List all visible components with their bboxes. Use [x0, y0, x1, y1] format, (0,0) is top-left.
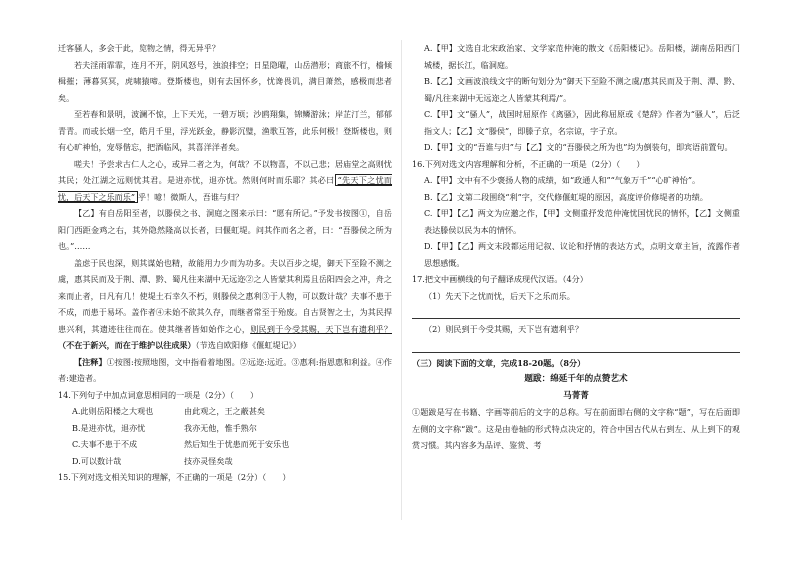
source-note: （节选自欧阳修《偃虹堤记》） — [195, 340, 301, 350]
underlined-sentence-1: “先天下之忧而忧，后天下之乐而乐” — [58, 175, 393, 202]
question-14: 14.下列句子中加点词意思相同的一项是（2分）（ ） — [58, 389, 259, 400]
q14-option-b — [58, 420, 392, 437]
q14-option-a-right: 由此观之，王之蔽甚矣 — [184, 406, 265, 416]
q14-option-d — [58, 453, 392, 470]
q15-option-b: B.【乙】文画波浪线文字的断句划分为“御天下至险不测之虞/惠其民而及于荆、潭、黔、蜀/凡往来湖中无远迩之人皆蒙其利焉/”。 — [424, 76, 740, 103]
bold-annotation: （不在于新兴，而在于维护以往成果） — [58, 340, 196, 350]
q14-option-d-right: 技亦灵怪矣哉 — [184, 455, 233, 466]
question-14-options — [58, 403, 392, 469]
question-17-2: （2）则民到于今受其赐，天下岂有遗利乎？ — [424, 324, 583, 334]
paragraph-4-text: 嗟夫！予尝求古仁人之心，或异二者之为，何哉？不以物喜，不以己悲；居庙堂之高则忧其民；处江湖之远则忧其君。是进亦忧，退亦忧。然则何时而乐耶？其必曰 — [58, 158, 392, 185]
yi-paragraph-quote: “吾滕侯之所为也。”…… — [58, 224, 392, 251]
left-column — [58, 40, 392, 486]
question-15: 15.下列对选文相关知识的理解，不正确的一项是（2分）（ ） — [58, 472, 291, 482]
q14-option-c — [58, 436, 392, 453]
passage-paragraph-1: 迁客骚人，多会于此，览物之情，得无异乎？ — [58, 43, 220, 53]
q14-option-c-right: 然后知生于忧患而死于安乐也 — [184, 439, 290, 449]
q14-option-a-left: A.此则岳阳楼之大观也 — [72, 406, 154, 416]
q14-option-c-left: C.夫事不患于不成 — [72, 439, 138, 449]
q16-option-c: C.【甲】【乙】两文为应邀之作，【甲】文侧重抒发范仲淹忧国忧民的情怀，【乙】文侧重表达滕侯以民为本的情怀。 — [424, 208, 740, 235]
passage-paragraph-2: 若夫淫雨霏霏，连月不开，阴风怒号，浊浪排空；日星隐曜，山岳潜形；商旅不行，樯倾楫摧；薄暮冥冥，虎啸猿啼。登斯楼也，则有去国怀乡，忧谗畏讥，满目萧然，感极而悲者矣。 — [58, 59, 392, 103]
section-3-heading: （三）阅读下面的文章，完成18-20题。（8分） — [412, 357, 586, 368]
q14-option-a — [58, 403, 392, 420]
passage-paragraph-3: 至若春和景明，波澜不惊，上下天光，一碧万顷；沙鸥翔集，锦鳞游泳；岸芷汀兰，郁郁青青。而或长烟一空，皓月千里，浮光跃金，静影沉璧，渔歌互答，此乐何极！登斯楼也，则有心旷神怡，宠辱偕忘，把酒临风，其喜洋洋者矣。 — [58, 109, 392, 152]
q16-option-d: D.【甲】【乙】两文末段都运用记叙、议论和抒情的表达方式，点明文章主旨，流露作者思想感慨。 — [424, 241, 740, 268]
notes-text: ①按图:按照地图，文中指看着地图。②远迩:远近。③惠利:指恩惠和利益。④作者:建造者。 — [58, 356, 392, 383]
q14-option-b-left: B.是进亦忧，退亦忧 — [72, 422, 146, 433]
q14-option-d-left: D.可以数计哉 — [72, 455, 122, 466]
passage-yi-paragraph-2 — [58, 255, 392, 354]
article-paragraph-1: ①题跋是写在书籍、字画等前后的文字的总称。写在前面即右侧的文字称“题”，写在后面即左侧的文字称“跋”。这是由卷轴的形式特点决定的，符合中国古代从右到左、从上到下的观赏习惯。其内容多为品评、鉴赏、考 — [412, 407, 740, 450]
passage-paragraph-4 — [58, 156, 392, 206]
right-column — [412, 40, 740, 454]
q15-option-c: C.【甲】文“骚人”，战国时屈原作《离骚》，因此称屈原或《楚辞》作者为“骚人”，后泛指文人；【乙】文“滕侯”，即滕子京，名宗谅，字子京。 — [424, 109, 740, 136]
q14-option-b-right: 我亦无他，惟手熟尔 — [184, 422, 257, 433]
question-17: 17.把文中画横线的句子翻译成现代汉语。（4分） — [412, 274, 588, 284]
answer-line-1[interactable] — [412, 304, 740, 319]
article-author: 马菁菁 — [563, 390, 589, 401]
underlined-sentence-2: 则民到于今受其赐，天下岂有遗利乎？ — [250, 323, 392, 334]
column-divider — [401, 40, 402, 520]
passage-yi-paragraph-1 — [58, 205, 392, 255]
notes — [58, 354, 392, 387]
q15-option-a: A.【甲】文选自北宋政治家、文学家范仲淹的散文《岳阳楼记》。岳阳楼，湖南岳阳西门城楼，据长江，临洞庭。 — [424, 43, 740, 70]
yi-paragraph-2-text: 盖虑于民也深，则其谋始也精，故能用力少而为功多。夫以百步之堤，御天下至险不测之虞，惠其民而及于荆、潭、黔、蜀凡往来湖中无远迩②之人皆蒙其利焉且岳阳四会之冲，舟之来而止者，日凡有几！使堤土石幸久不朽，则滕侯之惠利③于人物，可以数计哉？夫事不患于不成，而患于易坏。盖作者④未始不欲其久存，而继者常至于殆废。自古贤智之士，为其民捍患兴利，其遗迹往往而在。使其继者皆如始作之心， — [58, 257, 392, 334]
paragraph-4-tail: 乎！噫！微斯人，吾谁与归？ — [137, 191, 244, 202]
article-title: 题跋：绵延千年的点赞艺术 — [524, 374, 628, 384]
question-17-1: （1）先天下之忧而忧，后天下之乐而乐。 — [424, 290, 575, 301]
question-16: 16.下列对选文内容理解和分析，不正确的一项是（2分）（ ） — [412, 158, 645, 169]
notes-label: 【注释】 — [74, 356, 107, 367]
answer-line-2[interactable] — [412, 338, 740, 353]
q16-option-a: A.【甲】文中有不少褒扬人物的成绩，如“政通人和”“气象万千”“心旷神怡”。 — [424, 175, 701, 185]
yi-paragraph-text: 【乙】有自岳阳至者，以滕侯之书、洞庭之图来示曰：“愿有所记。”予发书按图①，自岳阳门西距金鸡之右，其外隐然隆高以长者，曰偃虹堤。问其作而名之者，曰： — [58, 208, 392, 235]
q16-option-b: B.【乙】文第二段围绕“利”字，交代修偃虹堤的原因，高度评价修堤者的功绩。 — [424, 191, 708, 202]
q15-option-d: D.【甲】文的“吾谁与归”与【乙】文的“吾滕侯之所为也”均为倒装句，即宾语前置句。 — [424, 142, 733, 152]
